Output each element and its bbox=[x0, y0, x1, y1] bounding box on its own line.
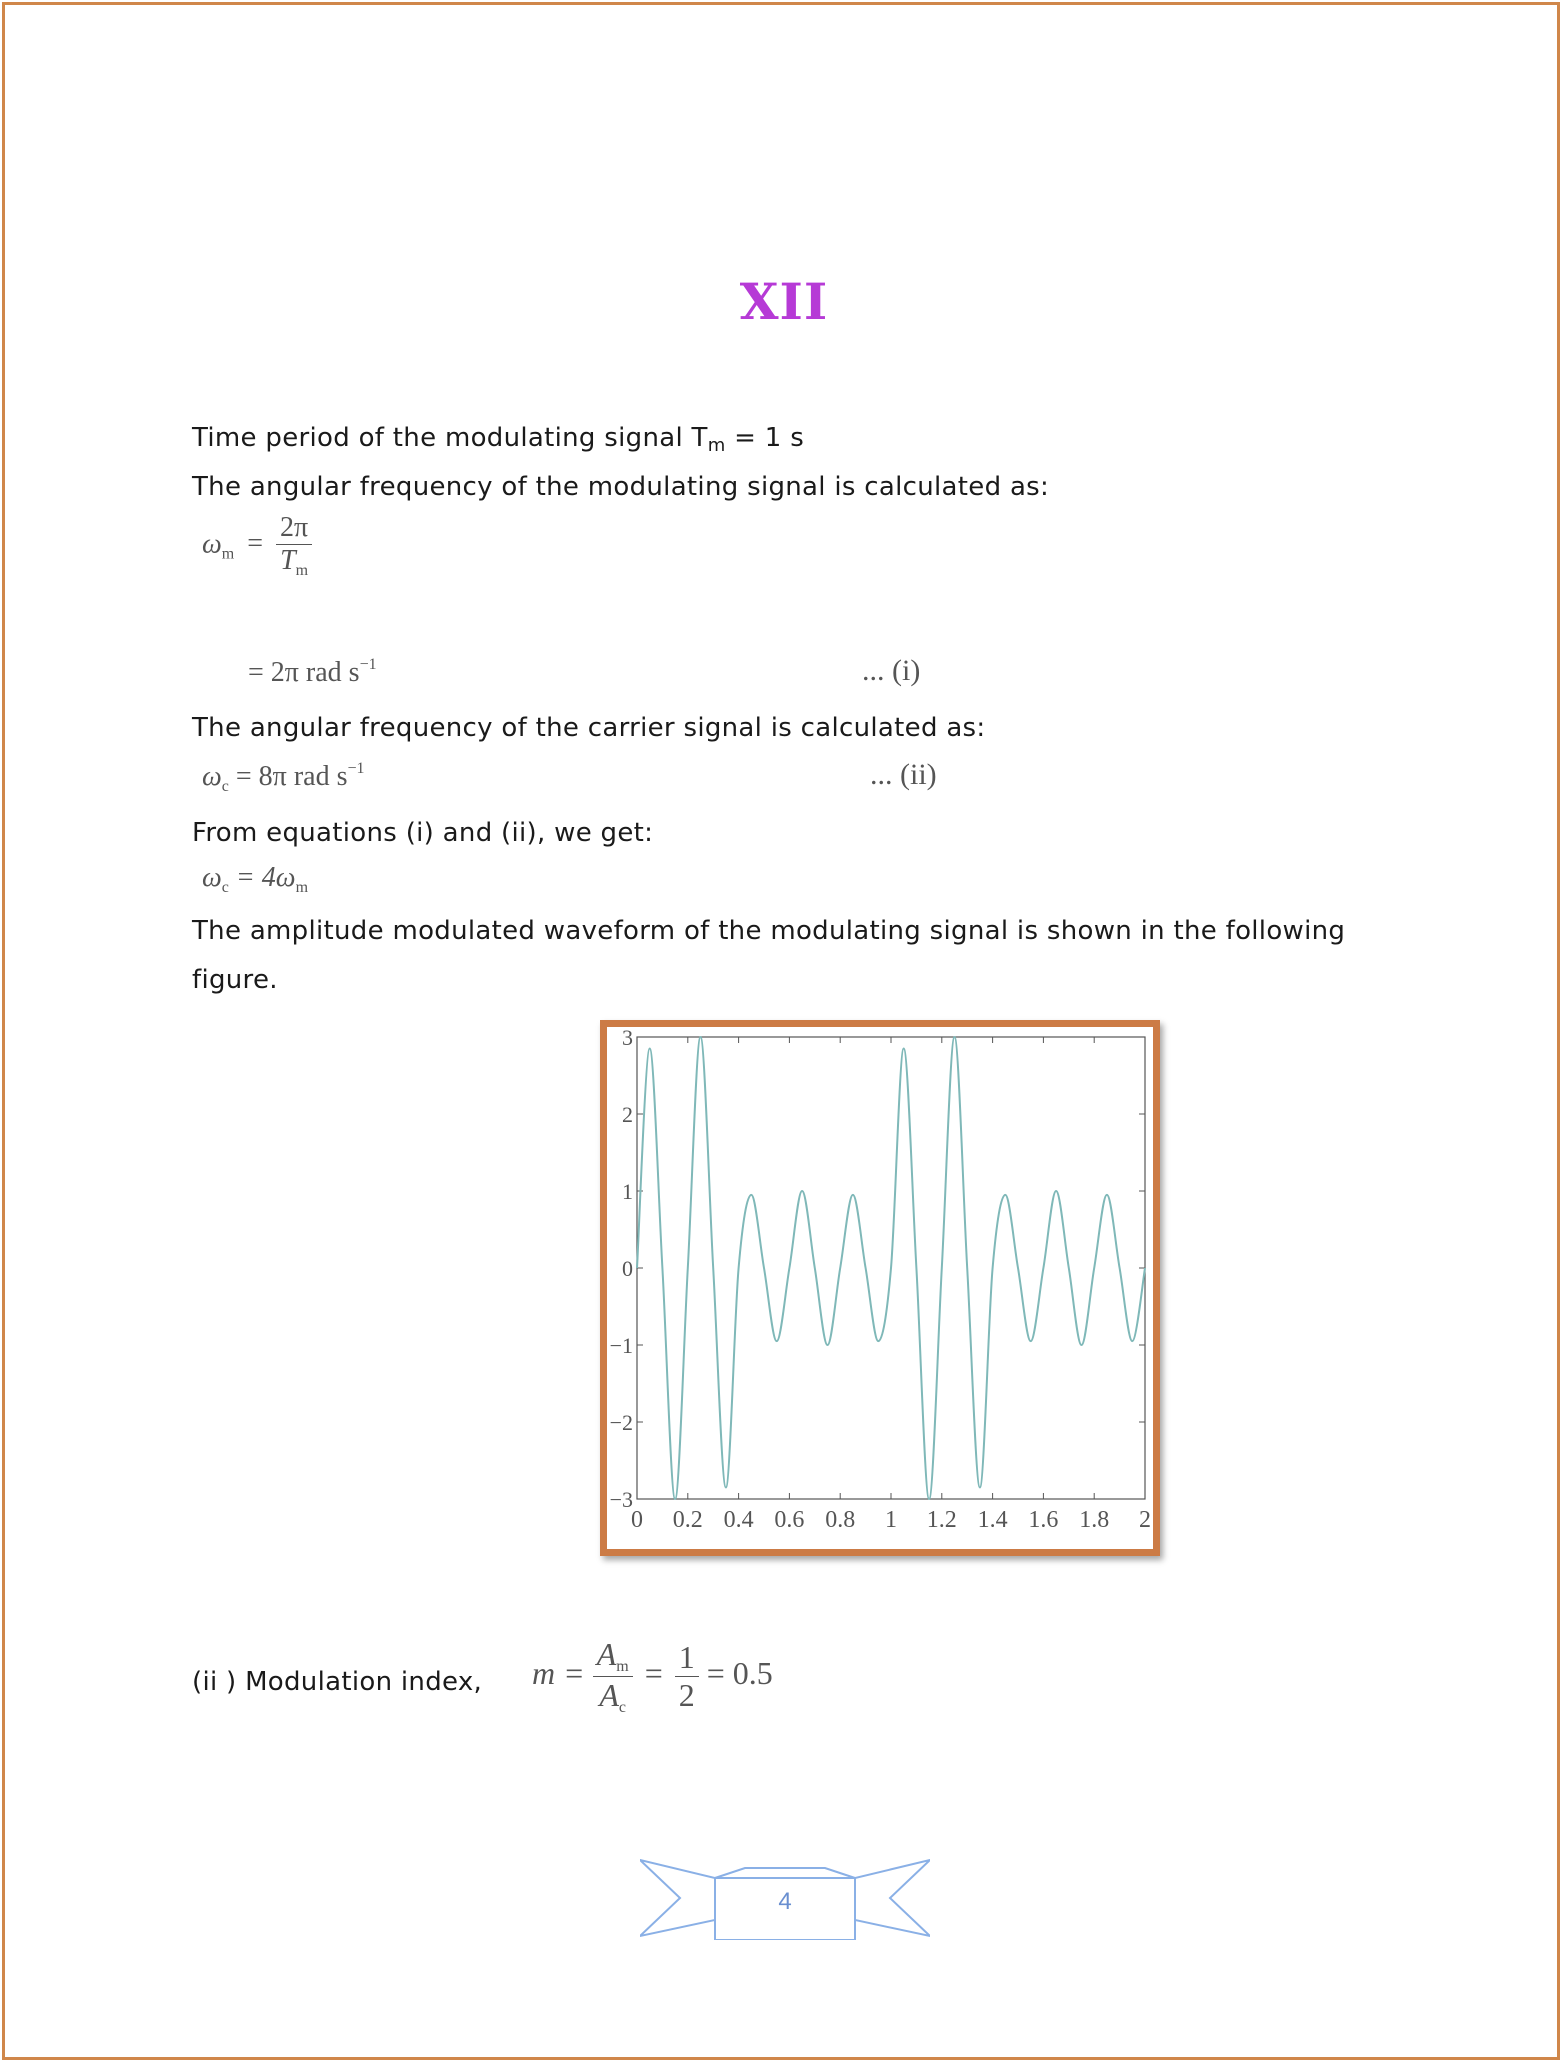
x-tick-label: 1.4 bbox=[977, 1507, 1008, 1533]
equation-omega-m: $\omega_m$ = $\frac{2\pi}{T_m}$ bbox=[202, 512, 312, 580]
eq1-fraction bbox=[276, 512, 312, 580]
eq1-omega-sub: m bbox=[221, 545, 235, 563]
eq1-numerator: 2π bbox=[280, 512, 309, 543]
equation-omega-c-relation bbox=[202, 862, 308, 897]
eq1-denominator: T bbox=[280, 545, 296, 576]
page-number: 4 bbox=[778, 1888, 792, 1915]
eq4-omega-sub: c bbox=[221, 879, 229, 896]
eq2-text: = 2π rad s bbox=[248, 657, 360, 688]
x-tick-label: 0.6 bbox=[774, 1507, 805, 1533]
time-period-line bbox=[192, 414, 804, 470]
x-tick-label: 2 bbox=[1139, 1507, 1151, 1533]
time-period-subscript: m bbox=[707, 435, 726, 456]
eq5-denominator-sub: c bbox=[618, 1699, 627, 1716]
x-tick-label: 0 bbox=[631, 1507, 643, 1533]
eq5-mid-denominator: 2 bbox=[678, 1677, 695, 1713]
from-equations-line: From equations (i) and (ii), we get: bbox=[192, 818, 654, 848]
x-tick-label: 0.2 bbox=[672, 1507, 703, 1533]
eq5-mid-numerator: 1 bbox=[678, 1639, 695, 1675]
eq3-omega: ω bbox=[202, 761, 222, 792]
eq2-superscript: −1 bbox=[359, 656, 377, 673]
equation-omega-m-value bbox=[248, 656, 377, 689]
y-tick-label: 1 bbox=[622, 1179, 633, 1204]
waveform-intro-line1: The amplitude modulated waveform of the modulating signal is shown in the following bbox=[192, 916, 1346, 946]
time-period-text: Time period of the modulating signal T bbox=[192, 423, 708, 453]
x-tick-label: 0.4 bbox=[723, 1507, 754, 1533]
equation-modulation-index: m = $\frac{Am}{Ac}$ = $\frac{1}{2}$ = 0.5 bbox=[532, 1636, 773, 1716]
carrier-frequency-intro: The angular frequency of the carrier signal is calculated as: bbox=[192, 713, 986, 743]
eq3-superscript: −1 bbox=[347, 760, 365, 777]
waveform-figure bbox=[600, 1020, 1160, 1556]
y-tick-label: 2 bbox=[622, 1102, 633, 1127]
x-tick-label: 1.2 bbox=[926, 1507, 957, 1533]
y-tick-label: 3 bbox=[622, 1027, 633, 1050]
waveform-intro-line2: figure. bbox=[192, 965, 278, 995]
x-tick-label: 1.8 bbox=[1079, 1507, 1110, 1533]
equation-omega-c bbox=[202, 760, 365, 796]
eq4-omega: ω bbox=[202, 862, 222, 893]
time-period-value: = 1 s bbox=[725, 423, 805, 453]
modulating-frequency-intro: The angular frequency of the modulating signal is calculated as: bbox=[192, 472, 1050, 502]
x-tick-label: 1.6 bbox=[1028, 1507, 1059, 1533]
eq5-denominator: A bbox=[599, 1677, 619, 1713]
eq5-numerator-sub: m bbox=[616, 1658, 629, 1675]
eq3-rhs: = 8π rad s bbox=[235, 761, 348, 792]
y-tick-label: −2 bbox=[609, 1410, 633, 1435]
eq5-numerator: A bbox=[596, 1636, 617, 1672]
eq5-m: m = bbox=[532, 1654, 585, 1691]
x-tick-label: 1 bbox=[885, 1507, 897, 1533]
eq5-fraction-1 bbox=[593, 1636, 633, 1717]
page-number-ribbon bbox=[640, 1858, 930, 1940]
page-title: XII bbox=[739, 272, 829, 331]
waveform-line bbox=[637, 1037, 1145, 1499]
waveform-chart bbox=[607, 1027, 1153, 1549]
equation-number-i: ... (i) bbox=[862, 654, 921, 687]
y-tick-label: 0 bbox=[622, 1256, 633, 1281]
eq5-result: = 0.5 bbox=[706, 1654, 773, 1691]
eq5-fraction-2 bbox=[675, 1639, 699, 1714]
x-tick-label: 0.8 bbox=[825, 1507, 856, 1533]
y-tick-label: −3 bbox=[609, 1487, 633, 1512]
eq3-omega-sub: c bbox=[221, 778, 229, 795]
equation-number-ii: ... (ii) bbox=[870, 758, 937, 791]
eq1-omega: ω bbox=[202, 528, 222, 560]
y-tick-label: −1 bbox=[609, 1333, 633, 1358]
eq4-rhs: = 4ω bbox=[235, 862, 296, 893]
modulation-index-label: (ii ) Modulation index, bbox=[192, 1667, 483, 1697]
eq4-rhs-sub: m bbox=[295, 879, 309, 896]
eq1-denominator-sub: m bbox=[295, 562, 309, 579]
